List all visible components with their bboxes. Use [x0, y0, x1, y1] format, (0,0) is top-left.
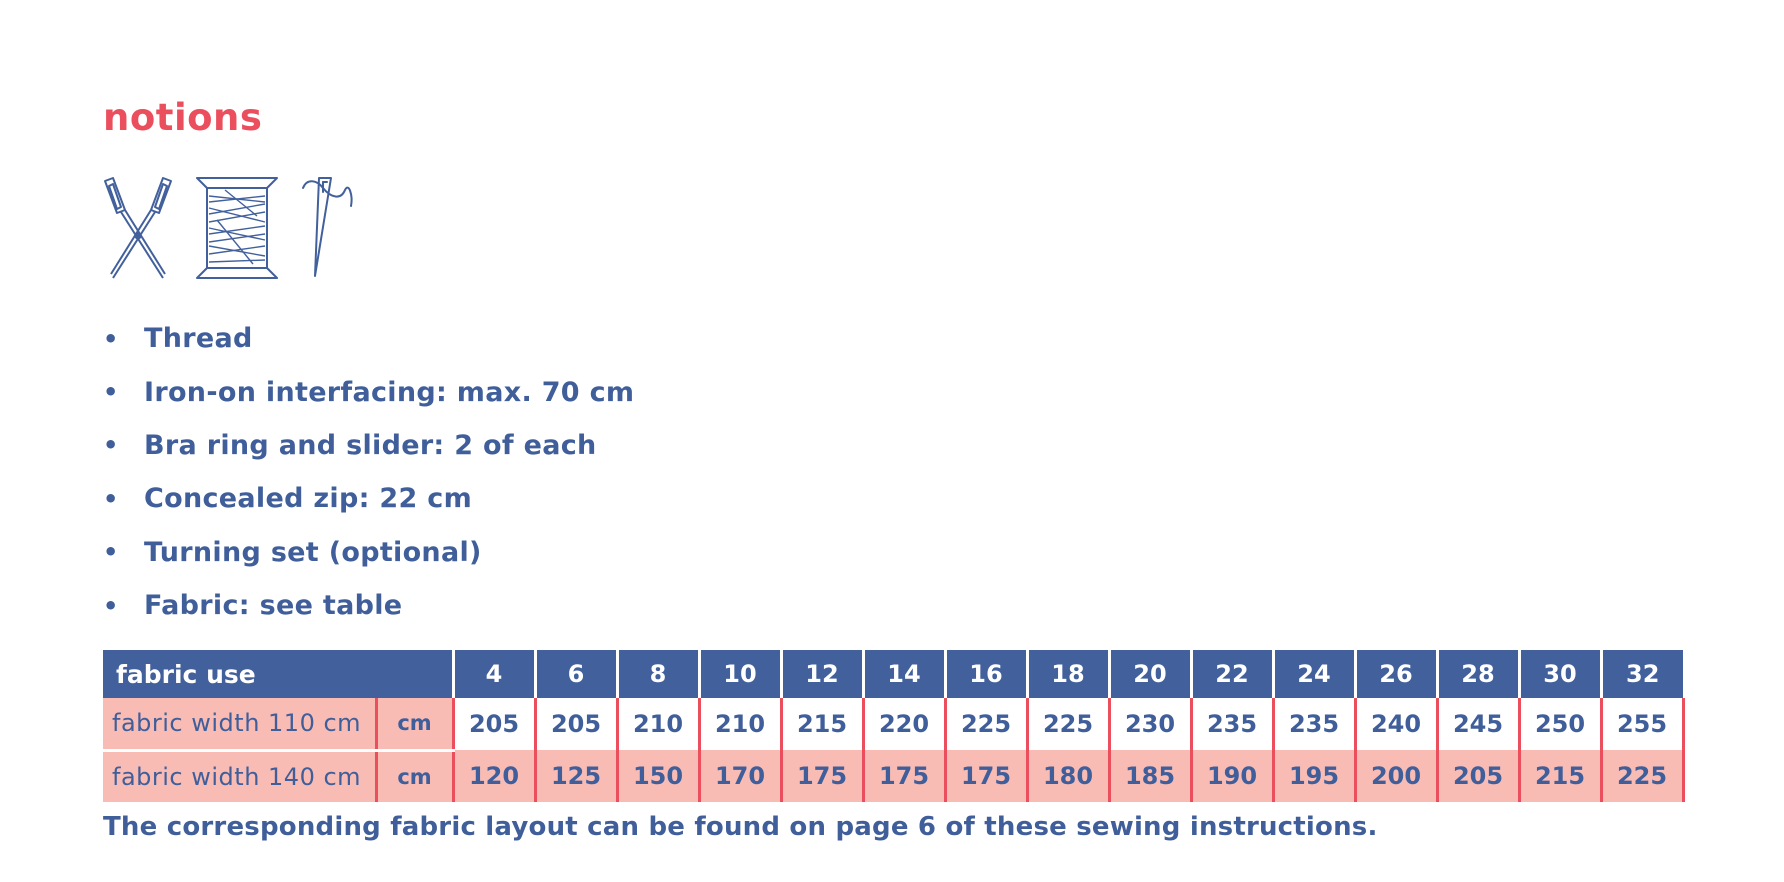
size-header: 28	[1437, 650, 1519, 698]
table-cell: 225	[945, 698, 1027, 750]
scissors-icon	[103, 176, 173, 280]
table-cell: 190	[1191, 750, 1273, 802]
size-header: 10	[699, 650, 781, 698]
table-cell: 210	[699, 698, 781, 750]
fabric-use-table	[103, 650, 1685, 802]
table-cell: 185	[1109, 750, 1191, 802]
bullet: •	[103, 591, 119, 620]
table-cell: 240	[1355, 698, 1437, 750]
table-cell: 235	[1191, 698, 1273, 750]
table-cell: 205	[535, 698, 617, 750]
footnote: The corresponding fabric layout can be found on page 6 of these sewing instructions.	[103, 812, 1378, 842]
list-item-text: Concealed zip: 22 cm	[144, 483, 473, 515]
size-header: 8	[617, 650, 699, 698]
size-header: 16	[945, 650, 1027, 698]
table-cell: 200	[1355, 750, 1437, 802]
notions-list	[103, 312, 634, 632]
list-item	[103, 472, 634, 525]
table-cell: 225	[1601, 750, 1683, 802]
row-label: fabric width 110 cm	[103, 698, 376, 750]
table-cell: 205	[1437, 750, 1519, 802]
size-header: 4	[453, 650, 535, 698]
table-cell: 170	[699, 750, 781, 802]
table-cell: 175	[863, 750, 945, 802]
table-cell: 235	[1273, 698, 1355, 750]
table-cell: 175	[945, 750, 1027, 802]
list-item	[103, 365, 634, 418]
size-header: 22	[1191, 650, 1273, 698]
list-item	[103, 579, 634, 632]
header-label: fabric use	[103, 650, 453, 698]
table-cell: 180	[1027, 750, 1109, 802]
list-item	[103, 419, 634, 472]
table-cell: 245	[1437, 698, 1519, 750]
row-unit: cm	[376, 750, 453, 802]
thread-spool-icon	[195, 176, 279, 280]
list-item	[103, 526, 634, 579]
bullet: •	[103, 324, 119, 353]
table-cell: 120	[453, 750, 535, 802]
table-cell: 125	[535, 750, 617, 802]
row-unit: cm	[376, 698, 453, 750]
size-header: 24	[1273, 650, 1355, 698]
size-header: 30	[1519, 650, 1601, 698]
bullet: •	[103, 484, 119, 513]
table-row	[103, 750, 1683, 802]
needle-icon	[301, 176, 355, 280]
table-cell: 255	[1601, 698, 1683, 750]
table-cell: 215	[1519, 750, 1601, 802]
row-label: fabric width 140 cm	[103, 750, 376, 802]
table-cell: 205	[453, 698, 535, 750]
table-header-row	[103, 650, 1683, 698]
bullet: •	[103, 538, 119, 567]
size-header: 20	[1109, 650, 1191, 698]
table-cell: 225	[1027, 698, 1109, 750]
size-header: 14	[863, 650, 945, 698]
table-cell: 150	[617, 750, 699, 802]
notions-icons	[103, 176, 355, 280]
list-item	[103, 312, 634, 365]
size-header: 26	[1355, 650, 1437, 698]
table-cell: 230	[1109, 698, 1191, 750]
list-item-text: Fabric: see table	[144, 590, 403, 622]
list-item-text: Iron-on interfacing: max. 70 cm	[144, 376, 635, 408]
table-cell: 195	[1273, 750, 1355, 802]
size-header: 18	[1027, 650, 1109, 698]
size-header: 6	[535, 650, 617, 698]
table-cell: 250	[1519, 698, 1601, 750]
size-header: 12	[781, 650, 863, 698]
list-item-text: Bra ring and slider: 2 of each	[144, 429, 597, 461]
table-cell: 220	[863, 698, 945, 750]
bullet: •	[103, 431, 119, 460]
list-item-text: Turning set (optional)	[144, 536, 482, 568]
table-cell: 210	[617, 698, 699, 750]
table-cell: 175	[781, 750, 863, 802]
table-cell: 215	[781, 698, 863, 750]
bullet: •	[103, 378, 119, 407]
page-title: notions	[103, 96, 263, 139]
size-header: 32	[1601, 650, 1683, 698]
list-item-text: Thread	[144, 323, 253, 355]
table-row	[103, 698, 1683, 750]
